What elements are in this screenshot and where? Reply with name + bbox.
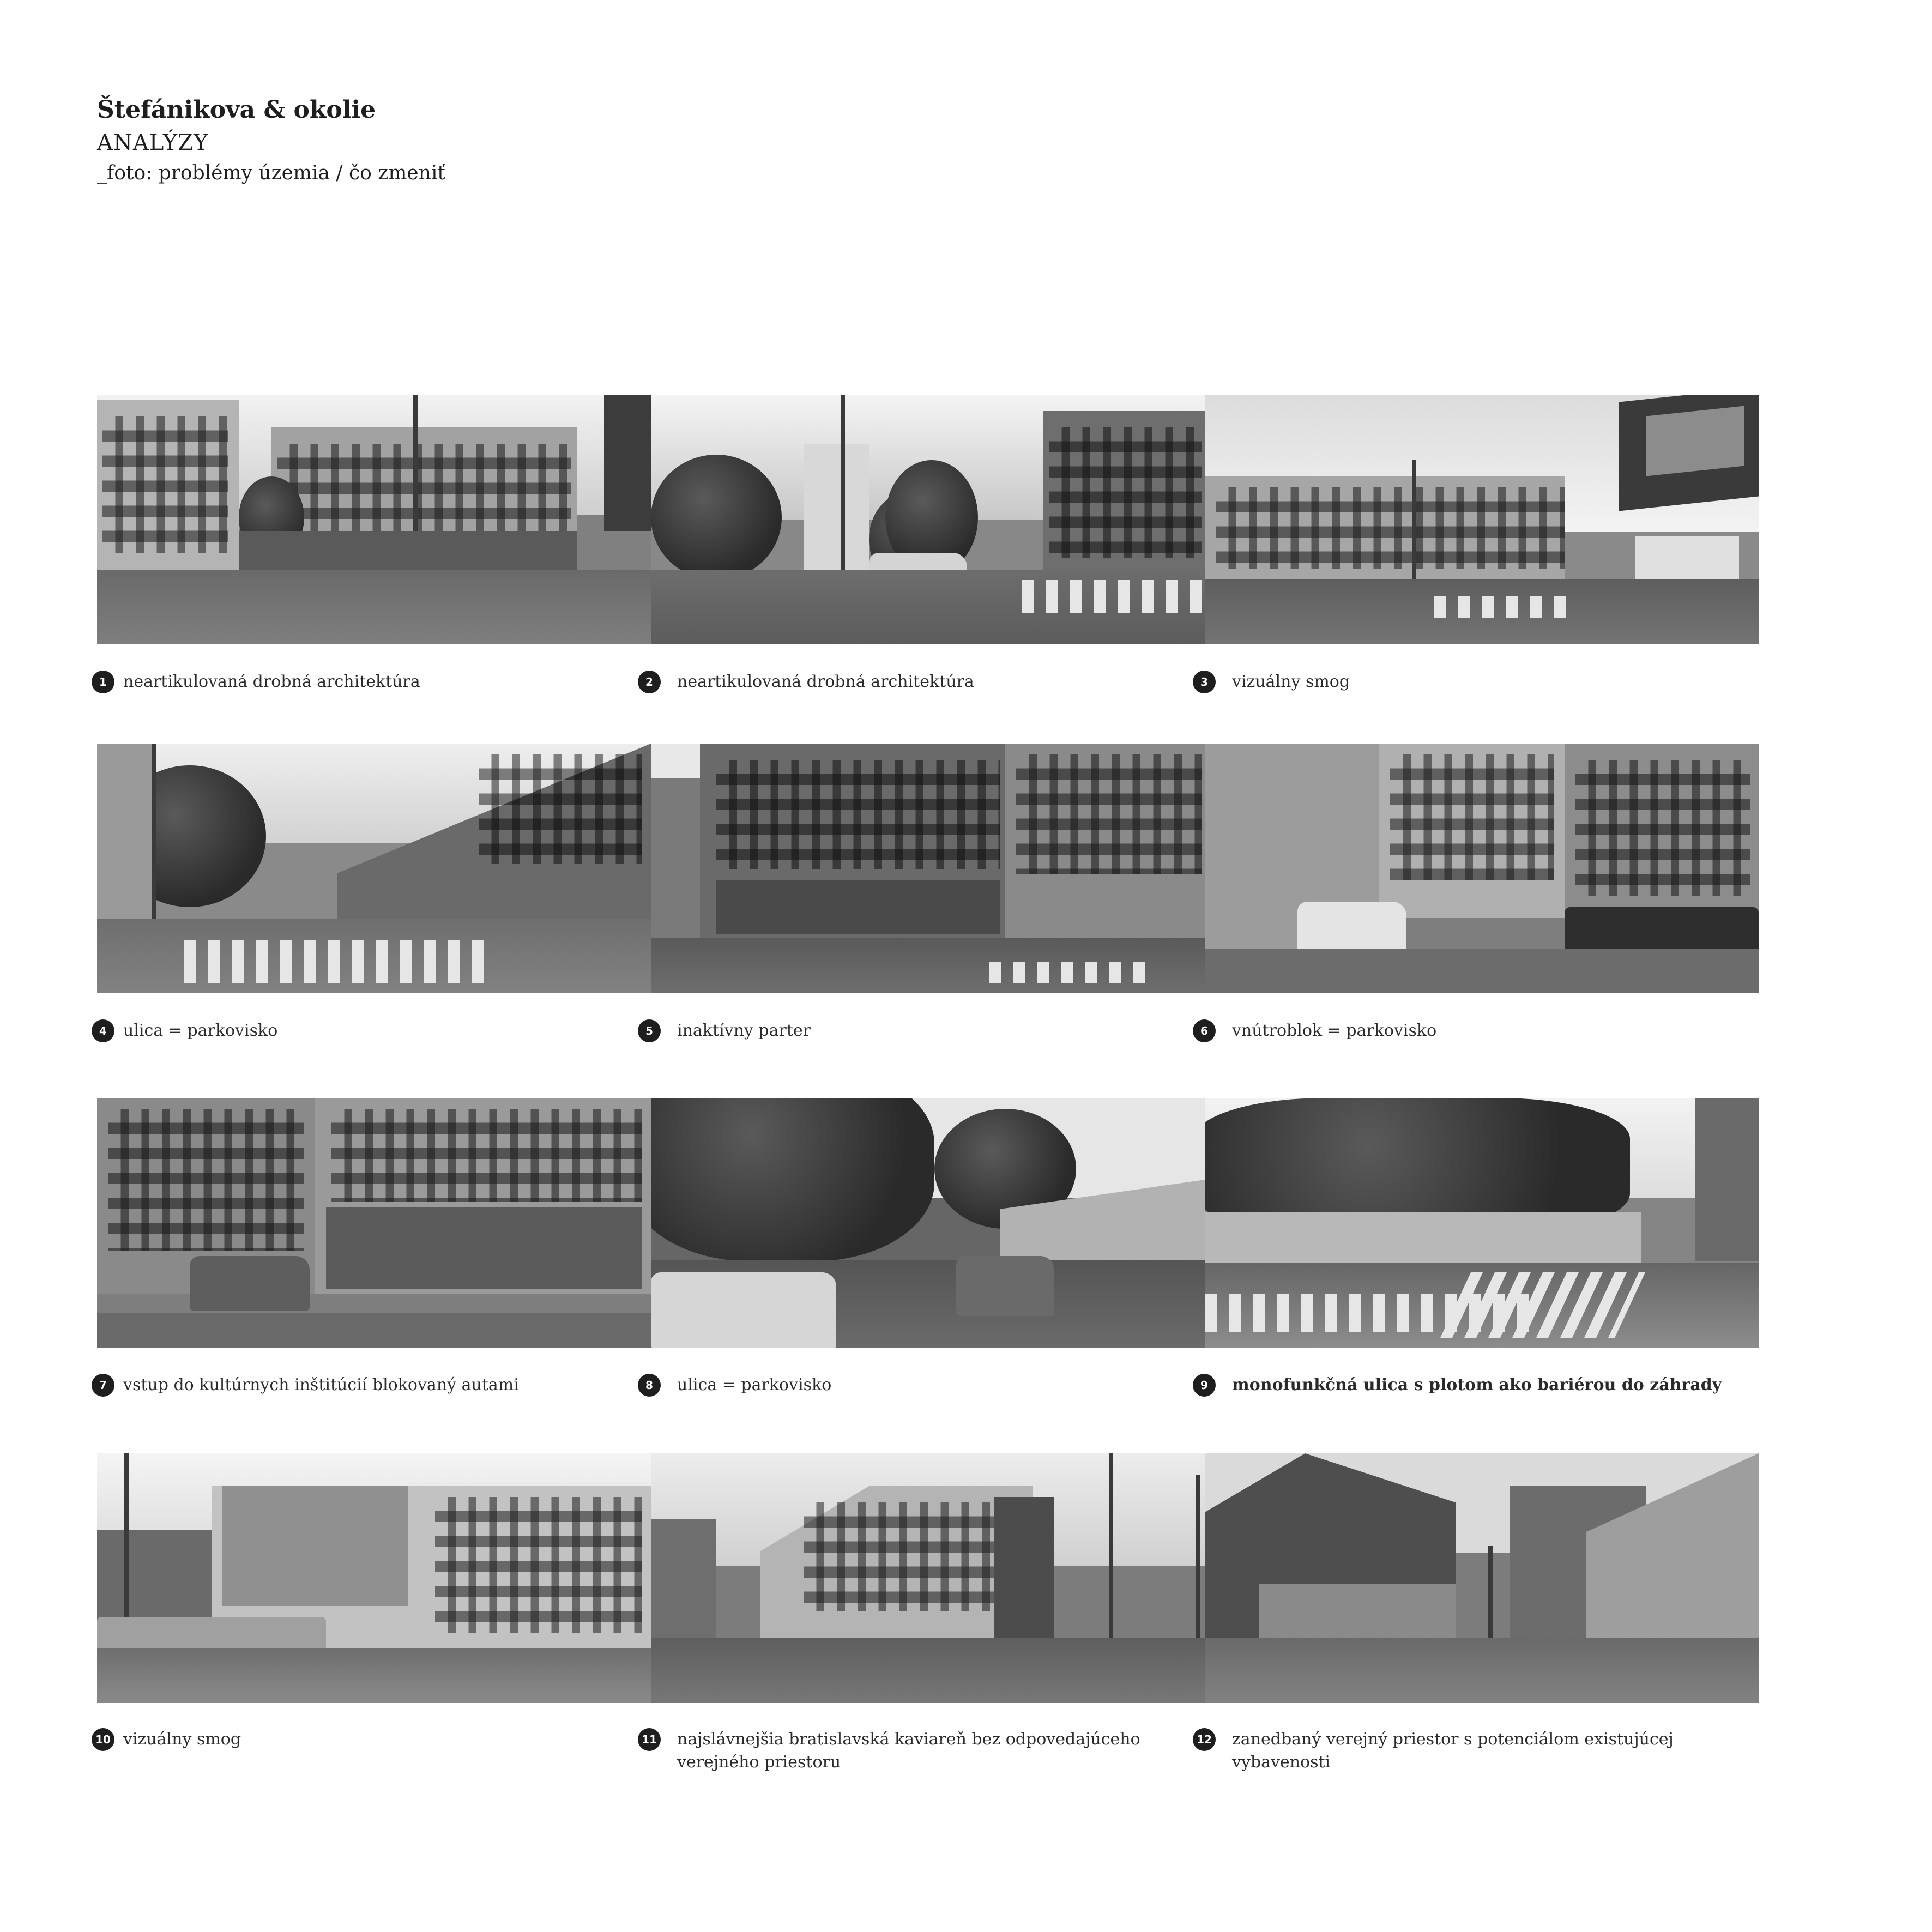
caption-text: ulica = parkovisko — [677, 1375, 832, 1394]
street-photo-9 — [1205, 1098, 1759, 1348]
street-photo-11 — [651, 1453, 1205, 1703]
number-badge: 1 — [92, 671, 114, 693]
number-badge: 12 — [1193, 1728, 1216, 1751]
page-header — [97, 94, 445, 188]
caption-text: vizuálny smog — [123, 1730, 242, 1749]
page-title: Štefánikova & okolie — [97, 96, 376, 124]
street-photo-6 — [1205, 744, 1759, 993]
caption-text: vnútroblok = parkovisko — [1232, 1021, 1437, 1040]
number-badge: 11 — [638, 1728, 661, 1751]
number-badge: 3 — [1193, 671, 1216, 693]
number-badge: 10 — [92, 1728, 114, 1751]
number-badge: 7 — [92, 1374, 114, 1397]
number-badge: 8 — [638, 1374, 661, 1397]
caption-text: ulica = parkovisko — [123, 1021, 278, 1040]
street-photo-4 — [97, 744, 651, 993]
street-photo-8 — [651, 1098, 1205, 1348]
number-badge: 9 — [1193, 1374, 1216, 1397]
street-photo-3 — [1205, 395, 1759, 644]
street-photo-1 — [97, 395, 651, 644]
caption-text: vizuálny smog — [1232, 672, 1350, 691]
caption-text: vstup do kultúrnych inštitúcií blokovaný autami — [123, 1375, 519, 1394]
number-badge: 6 — [1193, 1019, 1216, 1042]
street-photo-7 — [97, 1098, 651, 1348]
number-badge: 4 — [92, 1019, 114, 1042]
number-badge: 5 — [638, 1019, 661, 1042]
number-badge: 2 — [638, 671, 661, 693]
page-subtitle: ANALÝZY — [97, 130, 209, 155]
page-tagline: _foto: problémy územia / čo zmeniť — [97, 162, 445, 184]
caption-text: inaktívny parter — [677, 1021, 811, 1040]
street-photo-5 — [651, 744, 1205, 993]
caption-text: neartikulovaná drobná architektúra — [123, 672, 420, 691]
caption-text: najslávnejšia bratislavská kaviareň bez odpovedajúceho verejného priestoru — [677, 1730, 1140, 1772]
caption-text: zanedbaný verejný priestor s potenciálom existujúcej vybavenosti — [1232, 1730, 1674, 1772]
street-photo-2 — [651, 395, 1205, 644]
street-photo-10 — [97, 1453, 651, 1703]
street-photo-12 — [1205, 1453, 1759, 1703]
caption-text: monofunkčná ulica s plotom ako bariérou do záhrady — [1232, 1375, 1722, 1394]
caption-text: neartikulovaná drobná architektúra — [677, 672, 974, 691]
